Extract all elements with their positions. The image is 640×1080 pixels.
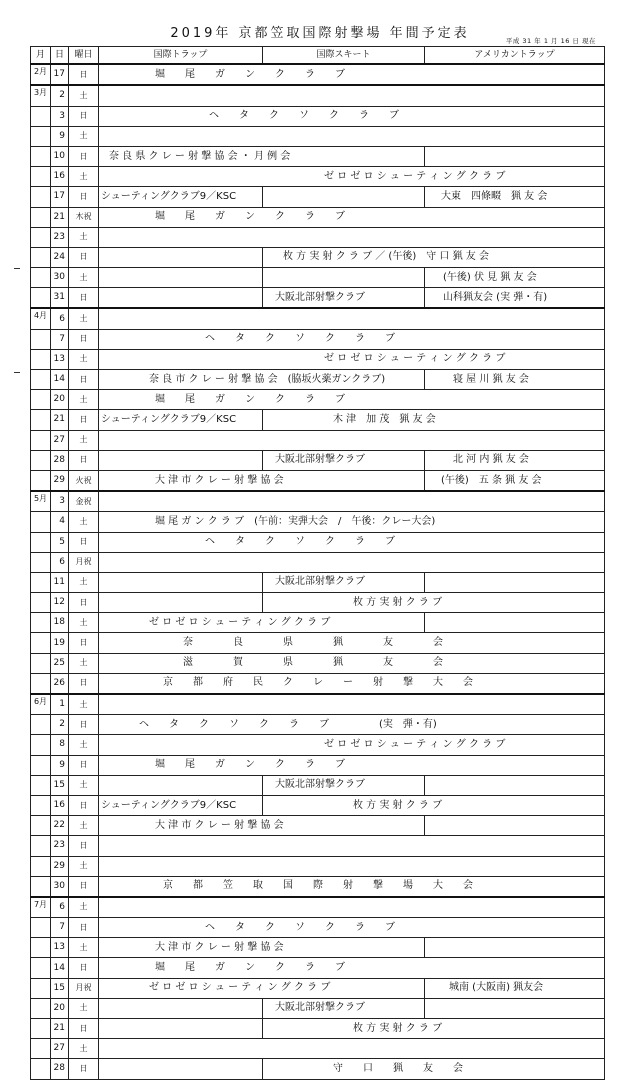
event-cell: ヘ タ ク ソ ク ラ ブ [99, 918, 605, 938]
event-cell [425, 775, 605, 795]
weekday-cell: 土 [69, 268, 99, 288]
weekday-cell: 日 [69, 1059, 99, 1079]
event-cell: シューティングクラブ9／KSC [99, 410, 263, 430]
month-cell: 5月 [31, 491, 51, 512]
event-cell: 守 口 猟 友 会 [263, 1059, 605, 1079]
event-cell [99, 450, 263, 470]
weekday-cell: 日 [69, 1019, 99, 1039]
month-cell [31, 613, 51, 633]
event-cell: 寝 屋 川 猟 友 会 [425, 370, 605, 390]
event-cell [99, 430, 605, 450]
weekday-cell: 日 [69, 64, 99, 85]
month-cell: 2月 [31, 64, 51, 85]
event-cell: 大東 四條畷 猟 友 会 [425, 187, 605, 207]
event-cell [99, 775, 263, 795]
day-cell: 29 [51, 470, 69, 491]
day-cell: 11 [51, 572, 69, 592]
month-cell [31, 715, 51, 735]
month-cell [31, 146, 51, 166]
event-cell: 京 都 府 民 ク レ ー 射 撃 大 会 [99, 673, 605, 694]
weekday-cell: 日 [69, 795, 99, 815]
event-cell: 大阪北部射撃クラブ [263, 572, 425, 592]
event-cell: 枚 方 実 射 ク ラ ブ [263, 593, 605, 613]
weekday-cell: 日 [69, 288, 99, 309]
schedule-row [31, 430, 605, 450]
event-cell: ゼ ロ ゼ ロ シ ュ ー テ ィ ン グ ク ラ ブ [99, 167, 605, 187]
month-cell [31, 816, 51, 836]
month-cell [31, 775, 51, 795]
event-cell: 大阪北部射撃クラブ [263, 998, 425, 1018]
event-cell [425, 816, 605, 836]
month-cell [31, 836, 51, 856]
weekday-cell: 土 [69, 998, 99, 1018]
schedule-row [31, 653, 605, 673]
schedule-row [31, 106, 605, 126]
event-cell: ヘ タ ク ソ ク ラ ブ [99, 106, 605, 126]
day-cell: 13 [51, 349, 69, 369]
event-cell: 堀 尾 ガ ン ク ラ ブ [99, 207, 605, 227]
day-cell: 22 [51, 816, 69, 836]
event-cell: ヘ タ ク ソ ク ラ ブ [99, 329, 605, 349]
month-cell [31, 106, 51, 126]
month-cell [31, 450, 51, 470]
month-cell [31, 410, 51, 430]
schedule-row [31, 370, 605, 390]
month-cell [31, 370, 51, 390]
weekday-cell: 日 [69, 106, 99, 126]
event-cell: 奈 良 県 猟 友 会 [99, 633, 605, 653]
day-cell: 16 [51, 795, 69, 815]
weekday-cell: 木祝 [69, 207, 99, 227]
event-cell [99, 268, 263, 288]
day-cell: 15 [51, 775, 69, 795]
weekday-cell: 土 [69, 349, 99, 369]
header-month: 月 [31, 47, 51, 65]
event-cell: 城南 (大阪南) 猟友会 [425, 978, 605, 998]
month-cell [31, 552, 51, 572]
event-cell: 京 都 笠 取 国 際 射 撃 場 大 会 [99, 876, 605, 897]
schedule-row [31, 532, 605, 552]
event-cell: 枚 方 実 射 ク ラ ブ [263, 1019, 605, 1039]
day-cell: 6 [51, 552, 69, 572]
weekday-cell: 土 [69, 653, 99, 673]
day-cell: 24 [51, 247, 69, 267]
weekday-cell: 火祝 [69, 470, 99, 491]
day-cell: 25 [51, 653, 69, 673]
event-cell [99, 694, 605, 715]
event-cell [99, 552, 605, 572]
schedule-row [31, 512, 605, 532]
event-cell [99, 572, 263, 592]
event-cell [425, 938, 605, 958]
schedule-row [31, 491, 605, 512]
schedule-row [31, 876, 605, 897]
event-cell: 堀 尾 ガ ン ク ラ ブ [99, 64, 605, 85]
day-cell: 8 [51, 735, 69, 755]
event-cell [99, 1019, 263, 1039]
schedule-row [31, 552, 605, 572]
event-cell [99, 491, 605, 512]
event-cell [99, 227, 605, 247]
event-cell: 北 河 内 猟 友 会 [425, 450, 605, 470]
weekday-cell: 土 [69, 167, 99, 187]
schedule-row [31, 329, 605, 349]
event-cell [425, 998, 605, 1018]
event-cell: 奈 良 市 ク レ ー 射 撃 協 会 (脇坂火薬ガンクラブ) [99, 370, 425, 390]
header-american-trap: アメリカントラップ [425, 47, 605, 65]
schedule-row [31, 978, 605, 998]
schedule-row [31, 715, 605, 735]
day-cell: 14 [51, 370, 69, 390]
month-cell: 7月 [31, 897, 51, 918]
schedule-row [31, 938, 605, 958]
day-cell: 12 [51, 593, 69, 613]
header-weekday: 曜日 [69, 47, 99, 65]
day-cell: 3 [51, 106, 69, 126]
schedule-row [31, 633, 605, 653]
header-international-trap: 国際トラップ [99, 47, 263, 65]
event-cell: 大阪北部射撃クラブ [263, 450, 425, 470]
day-cell: 28 [51, 1059, 69, 1079]
day-cell: 27 [51, 430, 69, 450]
event-cell: ヘ タ ク ソ ク ラ ブ [99, 532, 605, 552]
schedule-table [30, 46, 605, 1080]
schedule-row [31, 450, 605, 470]
event-cell: 奈 良 県 ク レ ー 射 撃 協 会 ・ 月 例 会 [99, 146, 425, 166]
month-cell [31, 653, 51, 673]
day-cell: 7 [51, 329, 69, 349]
schedule-row [31, 167, 605, 187]
weekday-cell: 日 [69, 958, 99, 978]
schedule-row [31, 410, 605, 430]
weekday-cell: 土 [69, 430, 99, 450]
month-cell [31, 329, 51, 349]
day-cell: 4 [51, 512, 69, 532]
schedule-row [31, 918, 605, 938]
month-cell [31, 268, 51, 288]
schedule-row [31, 349, 605, 369]
day-cell: 9 [51, 126, 69, 146]
month-cell [31, 288, 51, 309]
schedule-row [31, 673, 605, 694]
event-cell [99, 593, 263, 613]
schedule-row [31, 247, 605, 267]
weekday-cell: 土 [69, 775, 99, 795]
month-cell [31, 470, 51, 491]
event-cell: ヘ タ ク ソ ク ラ ブ (実 弾・有) [99, 715, 605, 735]
schedule-row [31, 227, 605, 247]
event-cell [263, 268, 425, 288]
weekday-cell: 土 [69, 735, 99, 755]
header-international-skeet: 国際スキート [263, 47, 425, 65]
month-cell [31, 126, 51, 146]
as-of-date: 平成 31 年 1 月 16 日 現在 [505, 37, 596, 45]
event-cell [425, 613, 605, 633]
schedule-row [31, 593, 605, 613]
day-cell: 31 [51, 288, 69, 309]
day-cell: 9 [51, 755, 69, 775]
day-cell: 14 [51, 958, 69, 978]
month-cell [31, 795, 51, 815]
event-cell [99, 308, 605, 329]
event-cell: 大阪北部射撃クラブ [263, 775, 425, 795]
month-cell [31, 673, 51, 694]
day-cell: 21 [51, 1019, 69, 1039]
day-cell: 23 [51, 836, 69, 856]
event-cell [425, 572, 605, 592]
event-cell: (午後) 伏 見 猟 友 会 [425, 268, 605, 288]
weekday-cell: 日 [69, 593, 99, 613]
schedule-row [31, 836, 605, 856]
schedule-row [31, 998, 605, 1018]
margin-tick [14, 268, 20, 269]
month-cell [31, 1059, 51, 1079]
day-cell: 1 [51, 694, 69, 715]
month-cell [31, 1039, 51, 1059]
day-cell: 26 [51, 673, 69, 694]
event-cell [263, 187, 425, 207]
event-cell: 大阪北部射撃クラブ [263, 288, 425, 309]
event-cell: 山科猟友会 (実 弾・有) [425, 288, 605, 309]
month-cell [31, 207, 51, 227]
schedule-row [31, 1059, 605, 1079]
weekday-cell: 土 [69, 856, 99, 876]
weekday-cell: 土 [69, 227, 99, 247]
weekday-cell: 日 [69, 247, 99, 267]
schedule-row [31, 126, 605, 146]
day-cell: 30 [51, 876, 69, 897]
month-cell [31, 247, 51, 267]
schedule-row [31, 897, 605, 918]
day-cell: 18 [51, 613, 69, 633]
schedule-row [31, 958, 605, 978]
schedule-row [31, 1039, 605, 1059]
event-cell: 堀 尾 ガ ン ク ラ ブ [99, 390, 605, 410]
day-cell: 3 [51, 491, 69, 512]
day-cell: 30 [51, 268, 69, 288]
day-cell: 17 [51, 64, 69, 85]
month-cell [31, 938, 51, 958]
event-cell: ゼ ロ ゼ ロ シ ュ ー テ ィ ン グ ク ラ ブ [99, 978, 425, 998]
schedule-row [31, 694, 605, 715]
weekday-cell: 日 [69, 918, 99, 938]
month-cell [31, 187, 51, 207]
schedule-row [31, 268, 605, 288]
event-cell [99, 85, 605, 106]
header-day: 日 [51, 47, 69, 65]
day-cell: 17 [51, 187, 69, 207]
day-cell: 19 [51, 633, 69, 653]
event-cell: 大 津 市 ク レ ー 射 撃 協 会 [99, 938, 425, 958]
event-cell [425, 146, 605, 166]
month-cell: 6月 [31, 694, 51, 715]
weekday-cell: 月祝 [69, 978, 99, 998]
event-cell: ゼ ロ ゼ ロ シ ュ ー テ ィ ン グ ク ラ ブ [99, 735, 605, 755]
month-cell: 4月 [31, 308, 51, 329]
weekday-cell: 日 [69, 187, 99, 207]
day-cell: 2 [51, 85, 69, 106]
weekday-cell: 日 [69, 836, 99, 856]
weekday-cell: 土 [69, 512, 99, 532]
month-cell [31, 1019, 51, 1039]
month-cell [31, 755, 51, 775]
schedule-row [31, 470, 605, 491]
event-cell: 滋 賀 県 猟 友 会 [99, 653, 605, 673]
schedule-row [31, 816, 605, 836]
event-cell: シューティングクラブ9／KSC [99, 187, 263, 207]
month-cell [31, 532, 51, 552]
schedule-row [31, 735, 605, 755]
day-cell: 20 [51, 390, 69, 410]
month-cell [31, 856, 51, 876]
header-row [31, 47, 605, 65]
weekday-cell: 土 [69, 85, 99, 106]
month-cell [31, 918, 51, 938]
event-cell: 木 津 加 茂 猟 友 会 [263, 410, 605, 430]
schedule-row [31, 187, 605, 207]
weekday-cell: 日 [69, 673, 99, 694]
schedule-row [31, 85, 605, 106]
weekday-cell: 土 [69, 1039, 99, 1059]
month-cell [31, 167, 51, 187]
weekday-cell: 土 [69, 390, 99, 410]
event-cell [99, 836, 605, 856]
schedule-row [31, 572, 605, 592]
month-cell [31, 572, 51, 592]
day-cell: 5 [51, 532, 69, 552]
weekday-cell: 日 [69, 633, 99, 653]
day-cell: 10 [51, 146, 69, 166]
month-cell [31, 735, 51, 755]
schedule-row [31, 288, 605, 309]
month-cell [31, 958, 51, 978]
event-cell: (午後) 五 条 猟 友 会 [425, 470, 605, 491]
event-cell [99, 856, 605, 876]
day-cell: 23 [51, 227, 69, 247]
day-cell: 29 [51, 856, 69, 876]
day-cell: 2 [51, 715, 69, 735]
event-cell: 堀 尾 ガ ン ク ラ ブ [99, 958, 605, 978]
weekday-cell: 日 [69, 715, 99, 735]
page-title: 2019年 京都笠取国際射撃場 年間予定表 [170, 26, 470, 41]
event-cell [99, 897, 605, 918]
event-cell [99, 1039, 605, 1059]
margin-tick [14, 372, 20, 373]
day-cell: 7 [51, 918, 69, 938]
event-cell: ゼ ロ ゼ ロ シ ュ ー テ ィ ン グ ク ラ ブ [99, 349, 605, 369]
weekday-cell: 日 [69, 532, 99, 552]
event-cell [99, 998, 263, 1018]
weekday-cell: 日 [69, 370, 99, 390]
month-cell [31, 430, 51, 450]
event-cell: 大 津 市 ク レ ー 射 撃 協 会 [99, 816, 425, 836]
month-cell [31, 978, 51, 998]
event-cell [99, 247, 263, 267]
weekday-cell: 土 [69, 572, 99, 592]
schedule-row [31, 613, 605, 633]
schedule-row [31, 755, 605, 775]
event-cell: 堀 尾 ガ ン ク ラ ブ [99, 755, 605, 775]
weekday-cell: 土 [69, 613, 99, 633]
event-cell: 枚 方 実 射 ク ラ ブ ／ (午後) 守 口 猟 友 会 [263, 247, 605, 267]
month-cell [31, 998, 51, 1018]
weekday-cell: 土 [69, 816, 99, 836]
weekday-cell: 土 [69, 308, 99, 329]
weekday-cell: 土 [69, 938, 99, 958]
event-cell [99, 288, 263, 309]
event-cell: 堀 尾 ガ ン ク ラ ブ (午前：実弾大会 / 午後：クレー大会) [99, 512, 605, 532]
month-cell [31, 512, 51, 532]
day-cell: 27 [51, 1039, 69, 1059]
weekday-cell: 土 [69, 694, 99, 715]
day-cell: 6 [51, 308, 69, 329]
event-cell: 枚 方 実 射 ク ラ ブ [263, 795, 605, 815]
event-cell [99, 126, 605, 146]
weekday-cell: 土 [69, 897, 99, 918]
weekday-cell: 土 [69, 126, 99, 146]
month-cell [31, 227, 51, 247]
month-cell [31, 349, 51, 369]
day-cell: 28 [51, 450, 69, 470]
schedule-row [31, 207, 605, 227]
schedule-row [31, 64, 605, 85]
month-cell: 3月 [31, 85, 51, 106]
day-cell: 13 [51, 938, 69, 958]
schedule-row [31, 795, 605, 815]
weekday-cell: 月祝 [69, 552, 99, 572]
day-cell: 21 [51, 207, 69, 227]
weekday-cell: 日 [69, 410, 99, 430]
day-cell: 15 [51, 978, 69, 998]
weekday-cell: 日 [69, 329, 99, 349]
event-cell [99, 1059, 263, 1079]
schedule-row [31, 775, 605, 795]
weekday-cell: 金祝 [69, 491, 99, 512]
day-cell: 21 [51, 410, 69, 430]
schedule-row [31, 1019, 605, 1039]
event-cell: シューティングクラブ9／KSC [99, 795, 263, 815]
schedule-row [31, 308, 605, 329]
month-cell [31, 593, 51, 613]
month-cell [31, 876, 51, 897]
schedule-row [31, 390, 605, 410]
event-cell: 大 津 市 ク レ ー 射 撃 協 会 [99, 470, 425, 491]
day-cell: 16 [51, 167, 69, 187]
month-cell [31, 390, 51, 410]
weekday-cell: 日 [69, 450, 99, 470]
month-cell [31, 633, 51, 653]
weekday-cell: 日 [69, 755, 99, 775]
event-cell: ゼ ロ ゼ ロ シ ュ ー テ ィ ン グ ク ラ ブ [99, 613, 425, 633]
weekday-cell: 日 [69, 876, 99, 897]
weekday-cell: 日 [69, 146, 99, 166]
day-cell: 6 [51, 897, 69, 918]
day-cell: 20 [51, 998, 69, 1018]
schedule-row [31, 146, 605, 166]
schedule-row [31, 856, 605, 876]
